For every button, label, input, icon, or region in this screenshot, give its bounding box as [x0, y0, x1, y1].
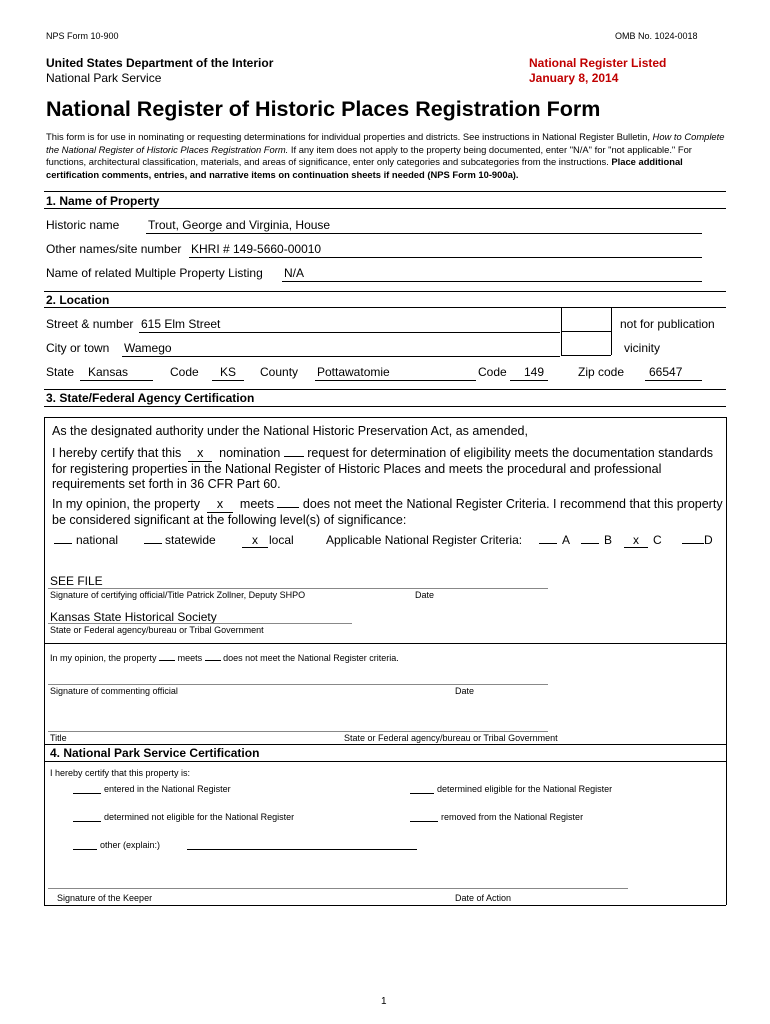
page-title: National Register of Historic Places Registration Form	[46, 97, 601, 121]
state-label: State	[46, 365, 75, 379]
divider	[44, 389, 726, 390]
title-label: Title	[50, 733, 67, 743]
other-names-label: Other names/site number	[46, 242, 182, 256]
field-line	[212, 380, 244, 381]
field-line	[189, 257, 702, 258]
statewide-blank[interactable]	[144, 532, 162, 544]
local-checkmark[interactable]: x	[242, 533, 268, 548]
box-edge	[44, 417, 45, 905]
field-line	[139, 332, 560, 333]
signature-line	[48, 888, 628, 889]
request-blank[interactable]	[284, 445, 304, 457]
commenting-date-label: Date	[455, 686, 475, 696]
option-eligible: determined eligible for the National Register	[437, 784, 613, 794]
certifying-signature-label: Signature of certifying official/Title Patrick Zollner, Deputy SHPO	[50, 590, 306, 600]
field-line	[645, 380, 702, 381]
signature-line	[48, 588, 548, 589]
cert-opinion-paragraph: In my opinion, the property x meets does not meet the National Register Criteria. I recommend that this property be considered significant at the following level(s) of significance:	[52, 497, 723, 527]
criteria-b: B	[604, 533, 613, 547]
vicinity[interactable]: vicinity	[624, 341, 661, 355]
divider	[44, 643, 726, 644]
commenting-signature-label: Signature of commenting official	[50, 686, 178, 696]
divider	[44, 406, 726, 407]
mpl-value[interactable]: N/A	[284, 266, 305, 280]
option-other: other (explain:)	[100, 840, 161, 850]
divider	[44, 761, 726, 762]
cert-authority: As the designated authority under the National Historic Preservation Act, as amended,	[52, 424, 528, 438]
criteria-d-blank[interactable]	[682, 532, 704, 544]
criteria-d: D	[704, 533, 713, 547]
opinion-line: In my opinion, the property meets does not meet the National Register criteria.	[50, 653, 399, 663]
section3-heading: 3. State/Federal Agency Certification	[46, 391, 255, 405]
agency-label: State or Federal agency/bureau or Tribal Government	[50, 625, 264, 635]
cert-nomination-paragraph: I hereby certify that this x nomination request for determination of eligibility meets the documentation standards for registering properties in the National Register of Historic Places and meets the procedural and professional requirements set forth in 36 CFR Part 60.	[52, 446, 714, 491]
city-label: City or town	[46, 341, 110, 355]
section1-heading: 1. Name of Property	[46, 194, 160, 208]
option-entered: entered in the National Register	[104, 784, 231, 794]
nps-cert-intro: I hereby certify that this property is:	[50, 768, 191, 778]
divider	[44, 208, 726, 209]
does-not-meet-blank[interactable]	[277, 496, 299, 508]
box-edge	[44, 905, 726, 906]
field-line	[282, 281, 702, 282]
divider	[44, 291, 726, 292]
box-edge	[44, 417, 726, 418]
signature-line	[48, 684, 548, 685]
signature-line	[48, 731, 548, 732]
signature-line	[48, 623, 352, 624]
criteria-a: A	[562, 533, 571, 547]
criteria-c-checkmark[interactable]: x	[624, 533, 648, 548]
eligible-blank[interactable]	[410, 783, 434, 794]
nomination-checkmark[interactable]: x	[188, 446, 212, 462]
divider	[44, 307, 726, 308]
page-number: 1	[381, 996, 387, 1007]
other-names-value[interactable]: KHRI # 149-5660-00010	[191, 242, 322, 256]
national-blank[interactable]	[54, 532, 72, 544]
agency-value[interactable]: Kansas State Historical Society	[50, 610, 217, 624]
level-local: local	[269, 533, 294, 547]
level-national: national	[76, 533, 119, 547]
listed-date: January 8, 2014	[529, 71, 619, 85]
opinion-not-meet-blank[interactable]	[205, 651, 221, 661]
section4-heading: 4. National Park Service Certification	[50, 746, 260, 760]
criteria-b-blank[interactable]	[581, 532, 599, 544]
option-removed: removed from the National Register	[441, 812, 584, 822]
county-value[interactable]: Pottawatomie	[317, 365, 390, 379]
service: National Park Service	[46, 71, 162, 85]
county-label: County	[260, 365, 299, 379]
field-line	[315, 380, 476, 381]
historic-name-value[interactable]: Trout, George and Virginia, House	[148, 218, 331, 232]
street-label: Street & number	[46, 317, 134, 331]
listed-label: National Register Listed	[529, 56, 667, 70]
action-date-label: Date of Action	[455, 893, 512, 903]
criteria-a-blank[interactable]	[539, 532, 557, 544]
state-code-label: Code	[170, 365, 199, 379]
other-blank[interactable]	[73, 839, 97, 850]
section2-heading: 2. Location	[46, 293, 110, 307]
street-value[interactable]: 615 Elm Street	[141, 317, 221, 331]
criteria-label: Applicable National Register Criteria:	[326, 533, 523, 547]
certifying-signature-value[interactable]: SEE FILE	[50, 574, 103, 588]
county-code-value[interactable]: 149	[524, 365, 545, 379]
field-line	[80, 380, 153, 381]
department: United States Department of the Interior	[46, 56, 274, 70]
omb-number: OMB No. 1024-0018	[615, 31, 698, 41]
field-line	[146, 233, 702, 234]
opinion-meets-blank[interactable]	[159, 651, 175, 661]
option-not-eligible: determined not eligible for the National Register	[104, 812, 295, 822]
field-line	[122, 356, 560, 357]
certifying-date-label: Date	[415, 590, 435, 600]
criteria-c: C	[653, 533, 662, 547]
box-edge	[611, 307, 612, 355]
form-number: NPS Form 10-900	[46, 31, 119, 41]
divider	[44, 191, 726, 192]
field-line	[510, 380, 548, 381]
explain-line[interactable]	[187, 849, 417, 850]
meets-checkmark[interactable]: x	[207, 497, 233, 513]
zip-label: Zip code	[578, 365, 625, 379]
divider	[44, 744, 726, 745]
box-edge	[561, 331, 611, 332]
removed-blank[interactable]	[410, 811, 438, 822]
intro-paragraph: This form is for use in nominating or requesting determinations for individual properties and districts. See instructions in National Register Bulletin, How to Complete the National Register of Historic Places Registration Form. If any item does not apply to the property being documented, enter "N/A" for "not applicable." For functions, architectural classification, materials, and areas of significance, enter only categories and subcategories from the instructions. Place additional certification comments, entries, and narrative items on continuation sheets if needed (NPS Form 10-900a).	[46, 131, 725, 180]
not-eligible-blank[interactable]	[73, 811, 101, 822]
state-code-value[interactable]: KS	[220, 365, 237, 379]
county-code-label: Code	[478, 365, 507, 379]
not-for-publication[interactable]: not for publication	[620, 317, 715, 331]
entered-blank[interactable]	[73, 783, 101, 794]
level-statewide: statewide	[165, 533, 216, 547]
state-value[interactable]: Kansas	[88, 365, 129, 379]
mpl-label: Name of related Multiple Property Listing	[46, 266, 263, 280]
box-edge	[561, 355, 611, 356]
city-value[interactable]: Wamego	[124, 341, 172, 355]
zip-value[interactable]: 66547	[649, 365, 683, 379]
historic-name-label: Historic name	[46, 218, 120, 232]
title-agency-label: State or Federal agency/bureau or Tribal Government	[344, 733, 558, 743]
keeper-signature-label: Signature of the Keeper	[57, 893, 153, 903]
box-edge	[726, 417, 727, 905]
